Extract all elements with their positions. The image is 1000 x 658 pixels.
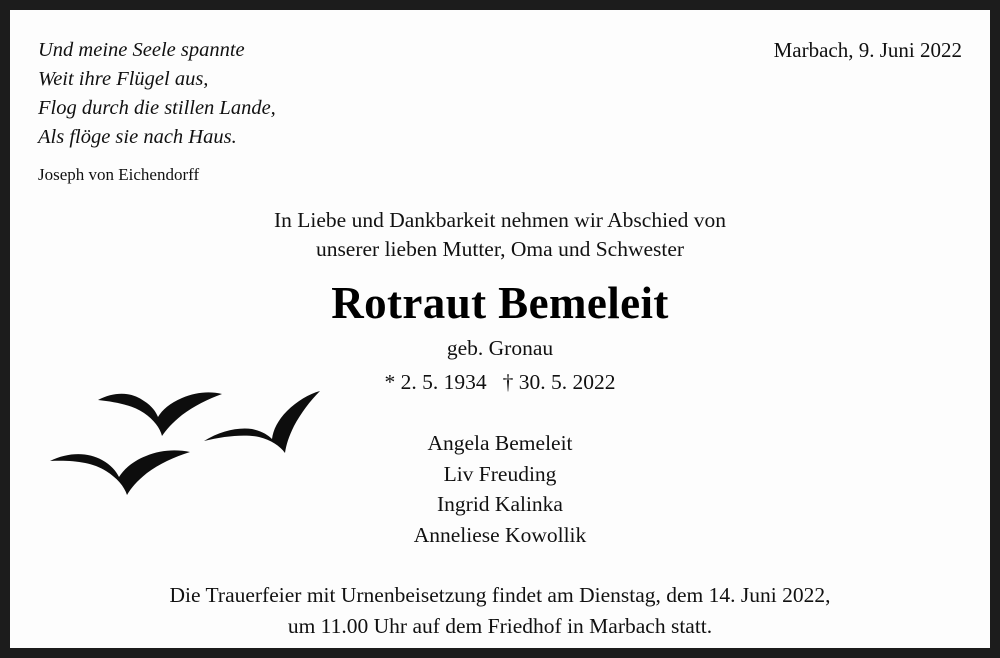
death-date: † 30. 5. 2022: [502, 370, 616, 395]
poem-block: [38, 36, 276, 188]
survivor-2: Liv Freuding: [443, 461, 557, 486]
maiden-name: geb. Gronau: [446, 336, 554, 361]
place-date: Marbach, 9. Juni 2022: [773, 38, 962, 62]
service-line-2: um 11.00 Uhr auf dem Friedhof in Marbach statt.: [287, 613, 713, 638]
birth-date: * 2. 5. 1934: [384, 370, 487, 395]
top-row: [10, 10, 990, 188]
deceased-name: Rotraut Bemeleit: [331, 277, 669, 328]
intro-line-1: In Liebe und Dankbarkeit nehmen wir Abschied von: [274, 207, 726, 232]
service-line-1: Die Trauerfeier mit Urnenbeisetzung findet am Dienstag, dem 14. Juni 2022,: [169, 583, 831, 608]
flying-birds-icon: [40, 365, 330, 500]
poem-author: Joseph von Eichendorff: [38, 165, 200, 185]
survivor-4: Anneliese Kowollik: [413, 522, 587, 547]
poem-line-3: Flog durch die stillen Lande,: [38, 97, 276, 120]
poem-line-2: Weit ihre Flügel aus,: [38, 68, 209, 91]
survivor-3: Ingrid Kalinka: [437, 492, 563, 517]
service-details: [10, 580, 990, 641]
survivor-1: Angela Bemeleit: [427, 431, 573, 456]
poem-line-4: Als flöge sie nach Haus.: [38, 126, 237, 149]
poem-line-1: Und meine Seele spannte: [38, 39, 245, 61]
obituary-inner: [10, 10, 990, 648]
intro-line-2: unserer lieben Mutter, Oma und Schwester: [315, 237, 685, 262]
intro-text: [10, 206, 990, 265]
